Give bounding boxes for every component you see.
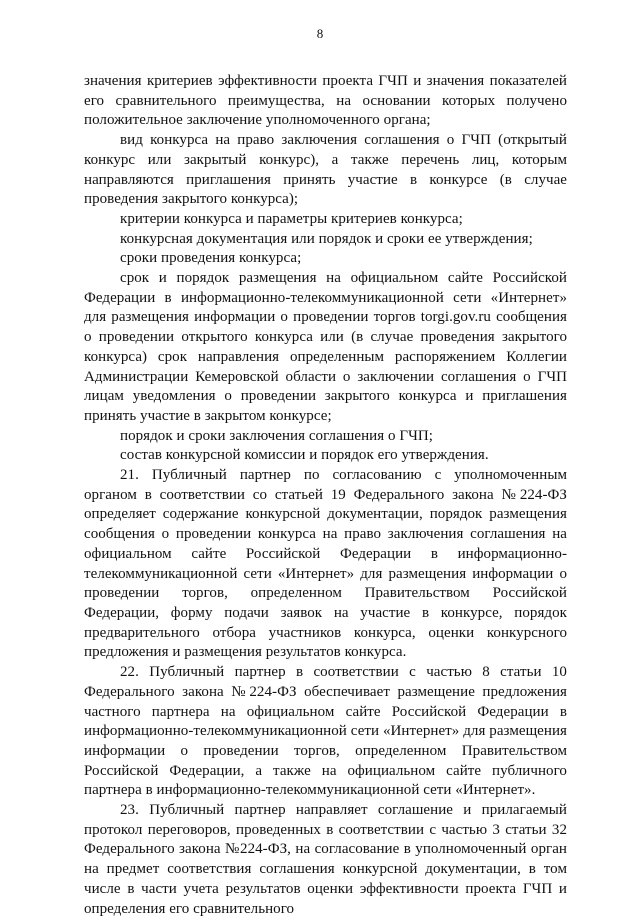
paragraph-contest-type: вид конкурса на право заключения соглашения о ГЧП (открытый конкурс или закрытый конкурс), а также перечень лиц, которым направляются приглашения принять участие в конкурсе (в случае проведения закрытого конкурса); (84, 132, 567, 208)
paragraph-publication-terms: срок и порядок размещения на официальном сайте Российской Федерации в информационно-телекоммуникационной сети «Интернет» для размещения информации о проведении торгов torgi.gov.ru сообщения о проведении открытого конкурса или (в случае проведения закрытого конкурса) срок направления определенным распоряжением Коллегии Администрации Кемеровской области о заключении соглашения о ГЧП лицам уведомления о проведении закрытого конкурса и приглашения принять участие в закрытом конкурсе; (84, 270, 567, 424)
document-body (84, 72, 567, 919)
paragraph-item-22: 22. Публичный партнер в соответствии с частью 8 статьи 10 Федерального закона №224-ФЗ обеспечивает размещение предложения частного партнера на официальном сайте Российской Федерации в информационно-телекоммуникационной сети «Интернет» для размещения информации о проведении торгов, определенном Правительством Российской Федерации, а также на официальном сайте публичного партнера в информационно-телекоммуникационной сети «Интернет». (84, 664, 567, 799)
paragraph-contest-terms: сроки проведения конкурса; (120, 250, 302, 267)
paragraph-item-23: 23. Публичный партнер направляет соглашение и прилагаемый протокол переговоров, проведенных в соответствии с частью 3 статьи 32 Федерального закона №224-ФЗ, на согласование в уполномоченный орган на предмет соответствия соглашения конкурсной документации, в том числе в части учета результатов оценки эффективности проекта ГЧП и определения его сравнительного (84, 802, 567, 917)
paragraph-contest-criteria: критерии конкурса и параметры критериев конкурса; (120, 210, 463, 227)
paragraph-item-21: 21. Публичный партнер по согласованию с уполномоченным органом в соответствии со статьей 19 Федерального закона №224-ФЗ определяет содержание конкурсной документации, порядок размещения сообщения о проведении конкурса на право заключения соглашения на официальном сайте Российской Федерации в информационно-телекоммуникационной сети «Интернет» для размещения информации о проведении торгов, определенном Правительством Российской Федерации, форму подачи заявок на участие в конкурсе, порядок предварительного отбора участников конкурса, оценки конкурсного предложения и размещения результатов конкурса. (84, 467, 567, 661)
paragraph-criteria-values: значения критериев эффективности проекта ГЧП и значения показателей его сравнительного преимущества, на основании которых получено положительное заключение уполномоченного органа; (84, 73, 567, 129)
page-number: 8 (316, 26, 324, 41)
paragraph-agreement-terms: порядок и сроки заключения соглашения о ГЧП; (120, 427, 433, 444)
paragraph-commission: состав конкурсной комиссии и порядок его утверждения. (120, 447, 489, 464)
paragraph-contest-documentation: конкурсная документация или порядок и сроки ее утверждения; (120, 230, 533, 247)
